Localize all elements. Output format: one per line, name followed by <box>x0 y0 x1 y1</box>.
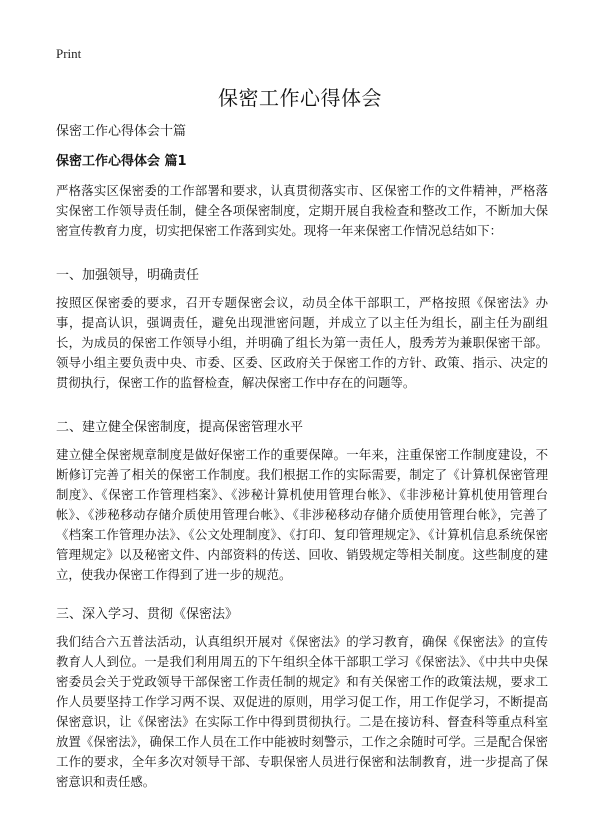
paragraph-system: 建立健全保密规章制度是做好保密工作的重要保障。一年来，注重保密工作制度建设，不断修订完善了相关的保密工作制度。我们根据工作的实际需要，制定了《计算机保密管理制度》、《保密工作管理档案》、《涉秘计算机使用管理台帐》、《非涉秘计算机使用管理台帐》、《涉秘移动存储介质使用管理台帐》、《非涉秘移动存储介质使用管理台帐》，完善了《档案工作管理办法》、《公文处理制度》、《打印、复印管理规定》、《计算机信息系统保密管理规定》以及秘密文件、内部资料的传送、回收、销毁规定等相关制度。这些制度的建立，使我办保密工作得到了进一步的规范。 <box>56 447 548 582</box>
section-title: 保密工作心得体会 篇1 <box>56 154 187 169</box>
document-title: 保密工作心得体会 <box>218 86 382 110</box>
paragraph-study: 我们结合六五普法活动，认真组织开展对《保密法》的学习教育，确保《保密法》的宣传教育人人到位。一是我们利用周五的下午组织全体干部职工学习《保密法》、《中共中央保密委员会关于党政领导干部保密工作责任制的规定》和有关保密工作的政策法规，要求工作人员要坚持工作学习两不误、双促进的原则，用学习促工作，用工作促学习，不断提高保密意识，让《保密法》在实际工作中得到贯彻执行。二是在接访科、督查科等重点科室放置《保密法》，确保工作人员在工作中能被时刻警示，工作之余随时可学。三是配合保密工作的要求，全年多次对领导干部、专职保密人员进行保密和法制教育，进一步提高了保密意识和责任感。 <box>56 634 548 789</box>
paragraph-leadership: 按照区保密委的要求，召开专题保密会议，动员全体干部职工，严格按照《保密法》办事，提高认识，强调责任，避免出现泄密问题，并成立了以主任为组长，副主任为副组长，为成员的保密工作领导小组，并明确了组长为第一责任人，殷秀芳为兼职保密干部。领导小组主要负责中央、市委、区委、区政府关于保密工作的方针、政策、指示、决定的贯彻执行，保密工作的监督检查，解决保密工作中存在的问题等。 <box>56 295 548 390</box>
intro-paragraph: 严格落实区保密委的工作部署和要求，认真贯彻落实市、区保密工作的文件精神，严格落实保密工作领导责任制，健全各项保密制度，定期开展自我检查和整改工作，不断加大保密宣传教育力度，切实把保密工作落到实处。现将一年来保密工作情况总结如下： <box>56 183 548 238</box>
print-label: Print <box>56 46 82 61</box>
document-subtitle: 保密工作心得体会十篇 <box>56 124 187 139</box>
heading-system: 二、建立健全保密制度，提高保密管理水平 <box>56 420 304 435</box>
heading-leadership: 一、加强领导，明确责任 <box>56 268 200 283</box>
heading-study: 三、深入学习、贯彻《保密法》 <box>56 607 239 622</box>
